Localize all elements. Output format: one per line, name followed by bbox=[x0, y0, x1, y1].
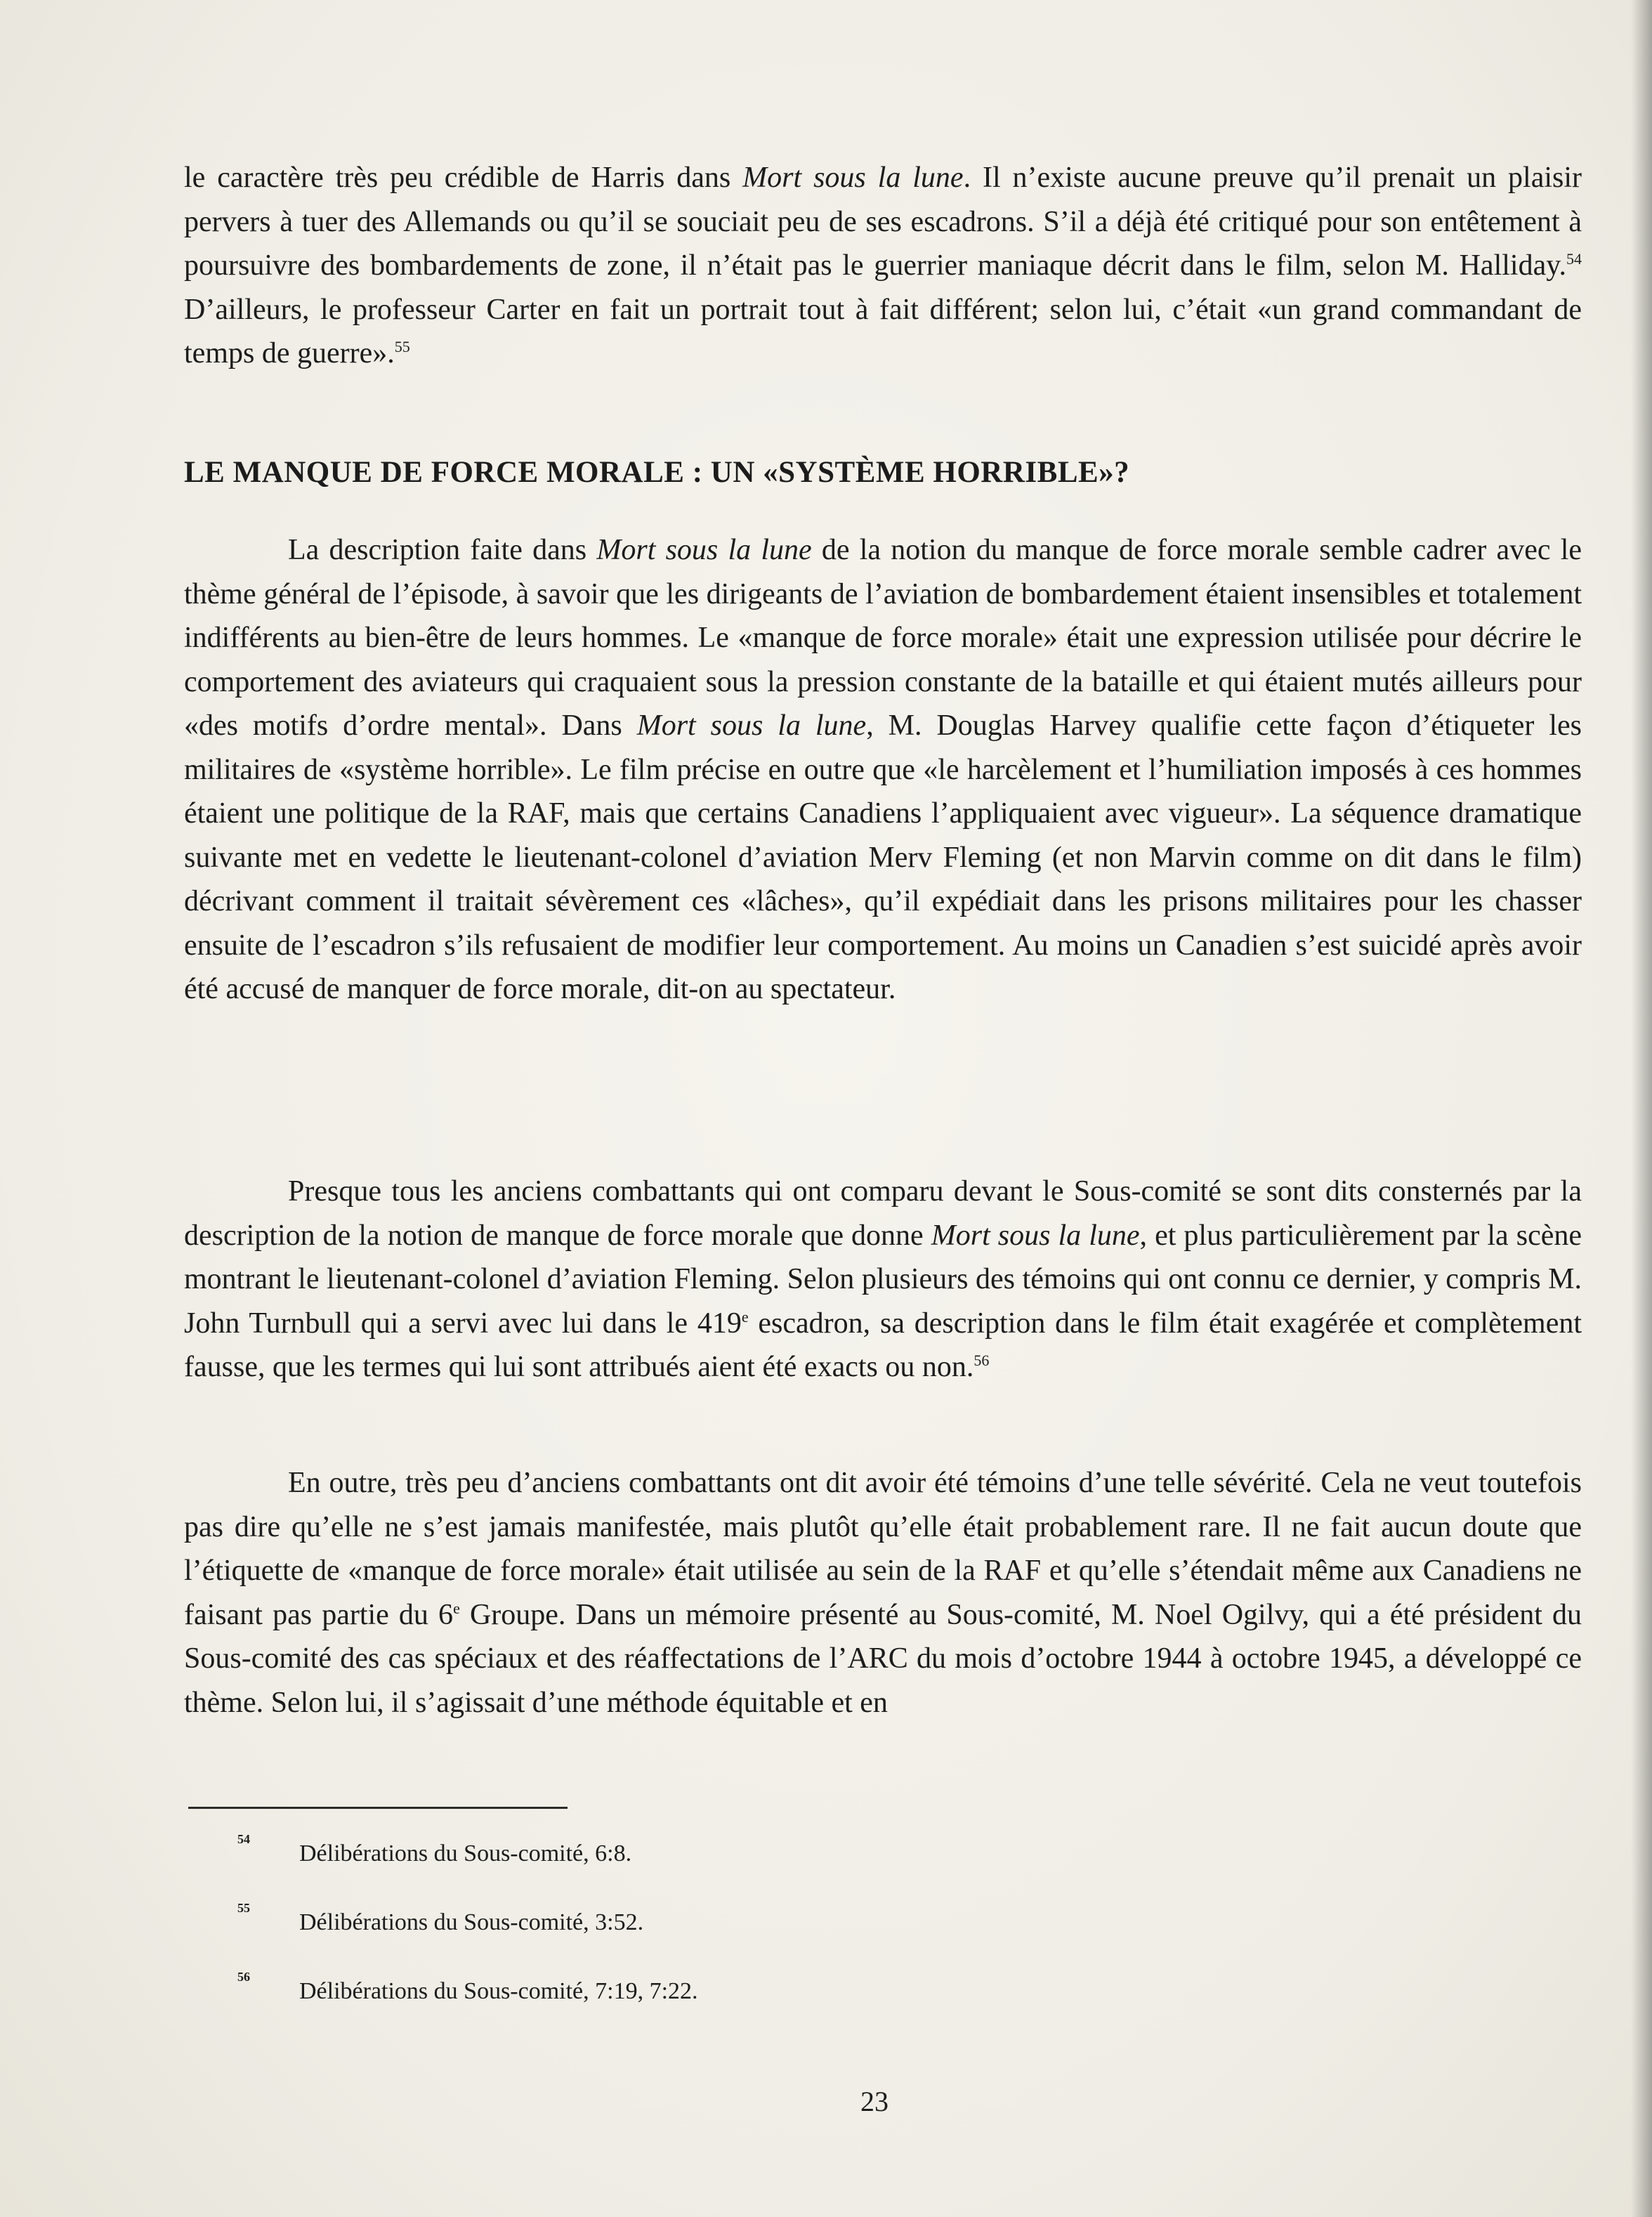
paragraph-description bbox=[184, 528, 1582, 1012]
footnote-number: 55 bbox=[237, 1901, 250, 1915]
text-span: , et plus particulièrement par la scène montrant le lieutenant-colonel d’aviation Fleming. Selon plusieurs des témoins qui ont connu ce dernier, y compris M. John Turnbull qui a servi avec lui dans le 419 bbox=[184, 1219, 1582, 1340]
text-span: le caractère très peu crédible de Harris dans bbox=[184, 162, 743, 194]
paragraph-veterans bbox=[184, 1170, 1582, 1389]
ordinal-suffix: e bbox=[453, 1599, 460, 1617]
footnote-text: Délibérations du Sous-comité, 6:8. bbox=[299, 1840, 632, 1866]
footnote-ref-54[interactable]: 54 bbox=[1566, 250, 1582, 268]
page-edge-shadow bbox=[1631, 0, 1652, 2217]
paragraph-text bbox=[184, 528, 1582, 1012]
footnote-divider bbox=[188, 1807, 568, 1809]
text-span: Presque tous les anciens combattants qui ont comparu devant le Sous-comité se sont dits consternés par la description de la notion de manque de force morale que donne bbox=[184, 1175, 1582, 1252]
film-title: Mort sous la lune bbox=[742, 162, 964, 194]
section-heading: LE MANQUE DE FORCE MORALE : UN «SYSTÈME HORRIBLE»? bbox=[184, 456, 1130, 489]
footnote-54 bbox=[237, 1832, 1221, 1904]
footnote-text: Délibérations du Sous-comité, 3:52. bbox=[299, 1909, 644, 1935]
film-title: Mort sous la lune bbox=[636, 709, 867, 742]
text-span: D’ailleurs, le professeur Carter en fait un portrait tout à fait différent; selon lui, c’était «un grand commandant de temps de guerre». bbox=[184, 293, 1582, 370]
text-span: Groupe. Dans un mémoire présenté au Sous-comité, M. Noel Ogilvy, qui a été président du Sous-comité des cas spéciaux et des réaffectations de l’ARC du mois d’octobre 1944 à octobre 1945, a développé ce thème. Selon lui, il s’agissait d’une méthode équitable et en bbox=[184, 1598, 1582, 1719]
text-span: . Il n’existe aucune preuve qu’il prenait un plaisir pervers à tuer des Allemands ou qu’il se souciait peu de ses escadrons. S’il a déjà été critiqué pour son entêtement à poursuivre des bombardements de zone, il n’était pas le guerrier maniaque décrit dans le film, selon M. Halliday. bbox=[184, 162, 1582, 282]
footnote-ref-55[interactable]: 55 bbox=[394, 338, 410, 355]
page-number: 23 bbox=[860, 2086, 889, 2117]
text-span: escadron, sa description dans le film était exagérée et complètement fausse, que les termes qui lui sont attribués aient été exacts ou non. bbox=[184, 1307, 1582, 1383]
text-span: de la notion du manque de force morale semble cadrer avec le thème général de l’épisode, à savoir que les dirigeants de l’aviation de bombardement étaient insensibles et totalement indifférents au bien-être de leurs hommes. Le «manque de force morale» était une expression utilisée pour décrire le comportement des aviateurs qui craquaient sous la pression constante de la bataille et qui étaient mutés ailleurs pour «des motifs d’ordre mental». Dans bbox=[184, 534, 1582, 742]
footnote-ref-56[interactable]: 56 bbox=[973, 1352, 990, 1369]
footnote-number: 54 bbox=[237, 1832, 250, 1846]
footnote-number: 56 bbox=[237, 1970, 250, 1984]
text-span: La description faite dans bbox=[288, 534, 597, 566]
footnote-55 bbox=[237, 1901, 1221, 1973]
text-span: En outre, très peu d’anciens combattants ont dit avoir été témoins d’une telle sévérité. Cela ne veut toutefois pas dire qu’elle ne s’est jamais manifestée, mais plutôt qu’elle était probablement rare. Il ne fait aucun doute que l’étiquette de «manque de force morale» était utilisée au sein de la RAF et qu’elle s’étendait même aux Canadiens ne faisant pas partie du 6 bbox=[184, 1467, 1582, 1631]
ordinal-suffix: e bbox=[741, 1307, 749, 1326]
paragraph-harris bbox=[184, 156, 1582, 376]
paragraph-text bbox=[184, 1461, 1582, 1725]
text-span: , M. Douglas Harvey qualifie cette façon d’étiqueter les militaires de «système horrible». Le film précise en outre que «le harcèlement et l’humiliation imposés à ces hommes étaient une politique de la RAF, mais que certains Canadiens l’appliquaient avec vigueur». La séquence dramatique suivante met en vedette le lieutenant-colonel d’aviation Merv Fleming (et non Marvin comme on dit dans le film) décrivant comment il traitait sévèrement ces «lâches», qu’il expédiait dans les prisons militaires pour les chasser ensuite de l’escadron s’ils refusaient de modifier leur comportement. Au moins un Canadien s’est suicidé après avoir été accusé de manquer de force morale, dit-on au spectateur. bbox=[184, 709, 1582, 1005]
paragraph-text bbox=[184, 1170, 1582, 1389]
footnotes bbox=[237, 1832, 1221, 2041]
film-title: Mort sous la lune bbox=[931, 1219, 1140, 1252]
footnote-text: Délibérations du Sous-comité, 7:19, 7:22. bbox=[299, 1978, 698, 2004]
paragraph-text bbox=[184, 156, 1582, 376]
film-title: Mort sous la lune bbox=[596, 534, 812, 566]
paragraph-severity bbox=[184, 1461, 1582, 1725]
footnote-56 bbox=[237, 1970, 1221, 2041]
